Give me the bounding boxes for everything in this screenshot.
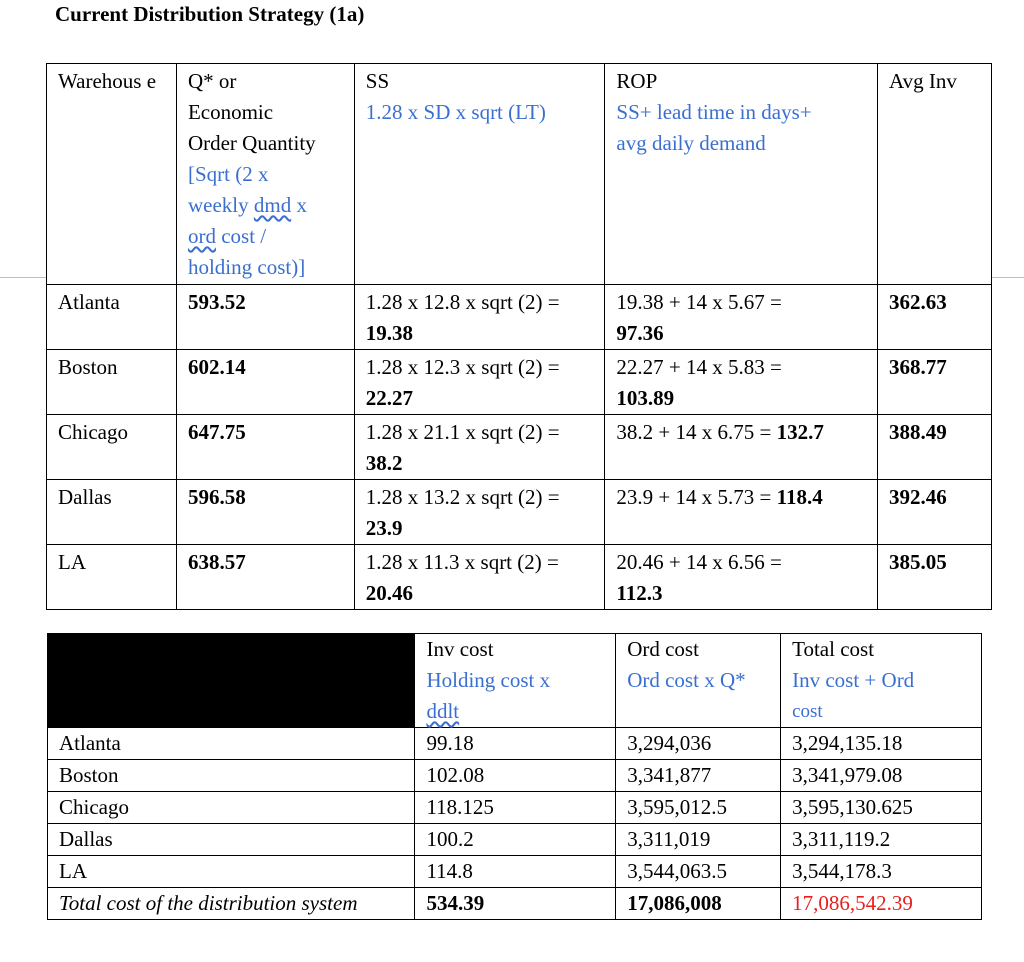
rop-cell [605, 415, 878, 480]
table-row [48, 792, 982, 824]
ord-cost-cell: 3,595,012.5 [616, 792, 781, 824]
eoq-formula-line4: holding cost)] [187, 255, 306, 279]
page-title: Current Distribution Strategy (1a) [55, 2, 365, 26]
eoq-formula-part: x [291, 193, 307, 217]
rop-value: 97.36 [616, 321, 664, 345]
rop-formula-line2: avg daily demand [616, 131, 766, 155]
table-header-row [47, 64, 992, 285]
ss-cell [354, 480, 605, 545]
rop-cell [605, 480, 878, 545]
warehouse-cell: LA [48, 856, 415, 888]
warehouse-cell: Dallas [47, 480, 177, 545]
ord-cost-cell: 3,311,019 [616, 824, 781, 856]
header-inv-cost-label: Inv cost [426, 637, 494, 661]
rop-value: 103.89 [616, 386, 675, 410]
header-ss [354, 64, 605, 285]
avg-inv-cell: 385.05 [878, 545, 992, 610]
header-total-cost-label: Total cost [792, 637, 875, 661]
ss-formula: 1.28 x SD x sqrt (LT) [365, 100, 546, 124]
total-cost-formula-line1: Inv cost + Ord [792, 668, 915, 692]
table-row [48, 728, 982, 760]
ss-cell [354, 350, 605, 415]
eoq-formula-line2 [188, 190, 342, 221]
avg-inv-cell: 392.46 [878, 480, 992, 545]
table-row [47, 350, 992, 415]
header-eoq-line3: Order Quantity [187, 131, 316, 155]
ss-expression: 1.28 x 12.3 x sqrt (2) = [365, 355, 560, 379]
warehouse-cell: Chicago [47, 415, 177, 480]
total-cost-cell: 3,311,119.2 [781, 824, 982, 856]
table-row [48, 760, 982, 792]
header-eoq-line1: Q* or [187, 69, 237, 93]
header-ord-cost-label: Ord cost [627, 637, 699, 661]
eoq-formula-part: cost / [215, 224, 267, 248]
total-inv-cost: 534.39 [415, 888, 616, 920]
header-warehouse-label: Warehous e [58, 69, 157, 93]
rop-expression: 38.2 + 14 x 6.75 = [616, 420, 777, 444]
total-cost-cell: 3,544,178.3 [781, 856, 982, 888]
inv-cost-cell: 100.2 [415, 824, 616, 856]
header-avg-inv-label: Avg Inv [889, 69, 957, 93]
rop-cell [605, 350, 878, 415]
total-row [48, 888, 982, 920]
ord-cost-formula: Ord cost x Q* [627, 668, 746, 692]
eoq-formula-spellcheck-word: ord [187, 224, 216, 248]
table-row [48, 856, 982, 888]
ss-expression: 1.28 x 11.3 x sqrt (2) = [365, 550, 559, 574]
header-rop [605, 64, 878, 285]
ss-expression: 1.28 x 12.8 x sqrt (2) = [365, 290, 560, 314]
inv-cost-cell: 114.8 [415, 856, 616, 888]
warehouse-cell: Dallas [48, 824, 415, 856]
ss-expression: 1.28 x 13.2 x sqrt (2) = [365, 485, 560, 509]
table-row [47, 545, 992, 610]
cost-summary-table [47, 633, 982, 920]
rop-cell [605, 285, 878, 350]
total-cost-formula-line2: cost [792, 701, 823, 722]
header-eoq [176, 64, 354, 285]
eoq-cell: 593.52 [176, 285, 354, 350]
distribution-strategy-table [46, 63, 992, 610]
eoq-formula-part: weekly [187, 193, 254, 217]
rop-expression: 23.9 + 14 x 5.73 = [616, 485, 777, 509]
avg-inv-cell: 368.77 [878, 350, 992, 415]
inv-cost-formula-line2: ddlt [426, 699, 460, 723]
rop-formula-line1: SS+ lead time in days+ [616, 100, 812, 124]
warehouse-cell: Chicago [48, 792, 415, 824]
rop-cell [605, 545, 878, 610]
inv-cost-cell: 102.08 [415, 760, 616, 792]
ord-cost-cell: 3,294,036 [616, 728, 781, 760]
blank-header-cell [48, 634, 415, 728]
avg-inv-cell: 362.63 [878, 285, 992, 350]
ss-value: 19.38 [365, 321, 414, 345]
total-cost-cell: 3,595,130.625 [781, 792, 982, 824]
rop-expression: 19.38 + 14 x 5.67 = [616, 290, 782, 314]
rop-value: 118.4 [776, 485, 823, 509]
header-ss-label: SS [365, 69, 390, 93]
total-cost-cell: 3,294,135.18 [781, 728, 982, 760]
inv-cost-formula-line1: Holding cost x [426, 668, 551, 692]
header-avg-inv [878, 64, 992, 285]
inv-cost-cell: 99.18 [415, 728, 616, 760]
rop-value: 112.3 [616, 581, 663, 605]
ss-expression: 1.28 x 21.1 x sqrt (2) = [365, 420, 560, 444]
eoq-cell: 638.57 [176, 545, 354, 610]
ss-value: 23.9 [365, 516, 403, 540]
total-ord-cost: 17,086,008 [616, 888, 781, 920]
eoq-cell: 647.75 [176, 415, 354, 480]
warehouse-cell: Atlanta [47, 285, 177, 350]
avg-inv-cell: 388.49 [878, 415, 992, 480]
ss-cell [354, 285, 605, 350]
inv-cost-cell: 118.125 [415, 792, 616, 824]
ss-cell [354, 415, 605, 480]
rop-value: 132.7 [776, 420, 824, 444]
header-inv-cost [415, 634, 616, 728]
total-row-label: Total cost of the distribution system [48, 888, 415, 920]
ss-value: 20.46 [365, 581, 414, 605]
ss-value: 38.2 [365, 451, 403, 475]
table-row [47, 415, 992, 480]
header-total-cost [781, 634, 982, 728]
warehouse-cell: LA [47, 545, 177, 610]
eoq-formula-spellcheck-word: dmd [253, 193, 292, 217]
ss-value: 22.27 [365, 386, 414, 410]
table-row [47, 285, 992, 350]
header-ord-cost [616, 634, 781, 728]
table-row [48, 824, 982, 856]
warehouse-cell: Atlanta [48, 728, 415, 760]
header-warehouse [47, 64, 177, 285]
total-cost-cell: 3,341,979.08 [781, 760, 982, 792]
table-row [47, 480, 992, 545]
warehouse-cell: Boston [47, 350, 177, 415]
rop-expression: 22.27 + 14 x 5.83 = [616, 355, 782, 379]
eoq-cell: 602.14 [176, 350, 354, 415]
table-header-row [48, 634, 982, 728]
grand-total-cost: 17,086,542.39 [781, 888, 982, 920]
eoq-formula-line1: [Sqrt (2 x [187, 162, 269, 186]
rop-expression: 20.46 + 14 x 6.56 = [616, 550, 782, 574]
eoq-formula-line3 [188, 221, 342, 252]
header-rop-label: ROP [616, 69, 658, 93]
header-eoq-line2: Economic [187, 100, 274, 124]
ord-cost-cell: 3,544,063.5 [616, 856, 781, 888]
ord-cost-cell: 3,341,877 [616, 760, 781, 792]
eoq-cell: 596.58 [176, 480, 354, 545]
warehouse-cell: Boston [48, 760, 415, 792]
ss-cell [354, 545, 605, 610]
